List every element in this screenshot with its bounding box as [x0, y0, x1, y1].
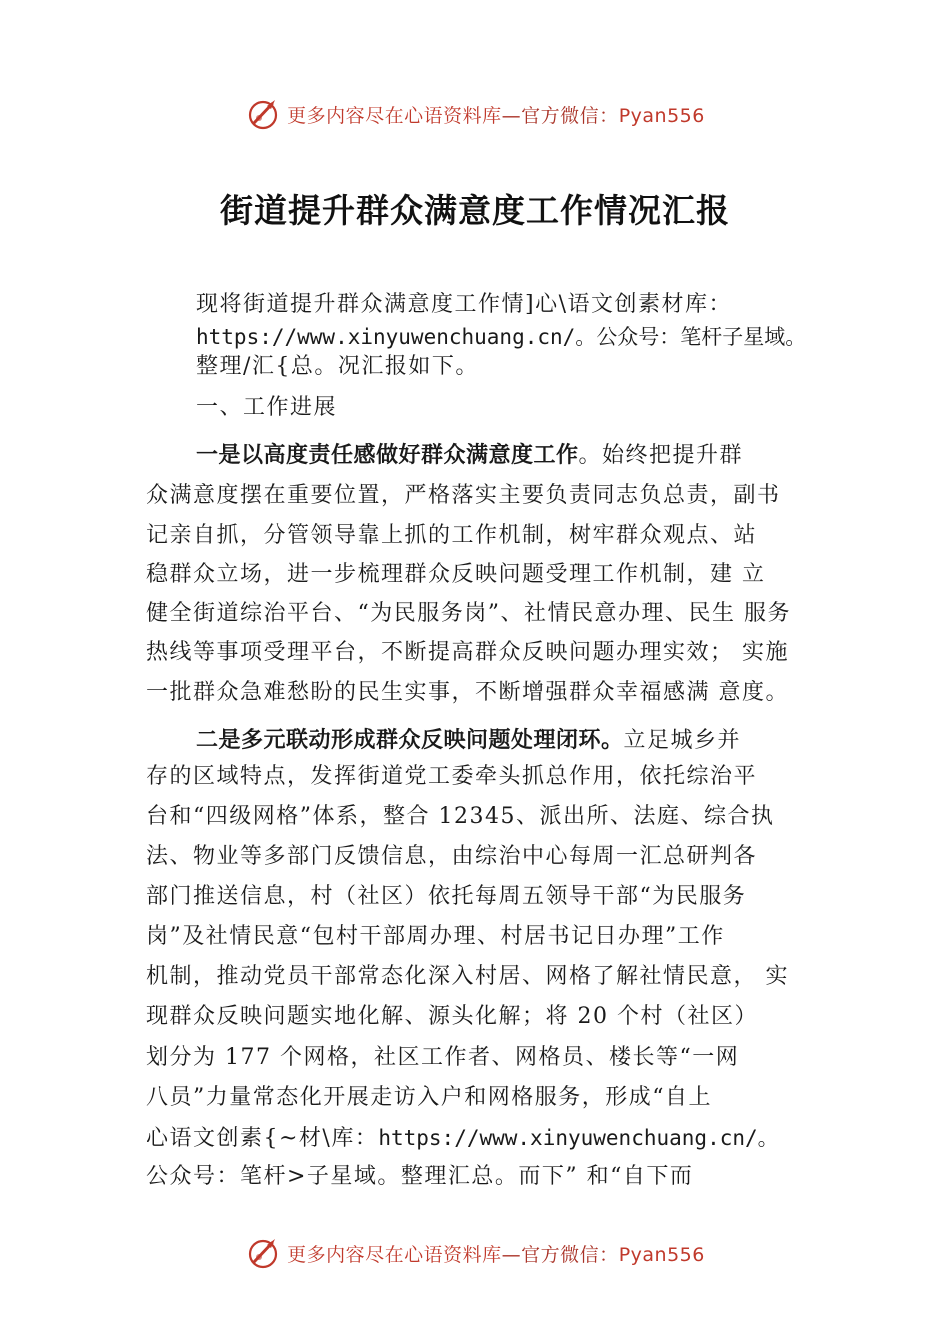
banner-wechat-id: Pyan556 — [618, 104, 705, 127]
paragraph2-lead: 二是多元联动形成群众反映问题处理闭环。 — [196, 728, 624, 753]
brush-logo-icon — [245, 96, 281, 132]
watermark-url: https://www.xinyuwenchuang.cn/。 — [378, 1126, 779, 1150]
paragraph2-watermark-line — [146, 1123, 779, 1154]
banner-wechat-id: Pyan556 — [618, 1243, 705, 1266]
paragraph1-line: 记亲自抓，分管领导靠上抓的工作机制，树牢群众观点、站 — [146, 523, 758, 548]
footer-banner — [0, 1233, 950, 1273]
banner-text: 更多内容尽在心语资料库 — [287, 104, 502, 127]
banner-separator: —官方微信： — [501, 104, 619, 127]
paragraph2-line: 现群众反映问题实地化解、源头化解；将 20 个村（社区） — [146, 1004, 758, 1029]
paragraph2-line: 机制，推动党员干部常态化深入村居、网格了解社情民意， 实 — [146, 964, 789, 989]
paragraph1-line: 健全街道综治平台、“为民服务岗”、社情民意办理、民生 服务 — [146, 601, 791, 626]
paragraph2-line: 台和“四级网格”体系，整合 12345、派出所、法庭、综合执 — [146, 804, 775, 829]
header-banner — [0, 94, 950, 134]
paragraph2-first-line — [196, 726, 741, 756]
paragraph2-line: 存的区域特点，发挥街道党工委牵头抓总作用，依托综治平 — [146, 764, 758, 789]
paragraph2-line: 八员”力量常态化开展走访入户和网格服务，形成“自上 — [146, 1085, 712, 1110]
intro-line-1: 现将街道提升群众满意度工作情]心\语文创素材库： — [196, 292, 732, 317]
brush-logo-icon — [245, 1235, 281, 1271]
banner-separator: —官方微信： — [501, 1243, 619, 1266]
watermark-prefix: 心语文创素{~材\库： — [146, 1126, 379, 1151]
paragraph2-lead-tail: 立足城乡并 — [623, 728, 742, 753]
paragraph2-line: 部门推送信息，村（社区）依托每周五领导干部“为民服务 — [146, 884, 747, 909]
paragraph1-line: 一批群众急难愁盼的民生实事，不断增强群众幸福感满 意度。 — [146, 680, 789, 705]
paragraph1-lead: 一是以高度责任感做好群众满意度工作 — [196, 443, 579, 468]
banner-text: 更多内容尽在心语资料库 — [287, 1243, 502, 1266]
paragraph1-line: 众满意度摆在重要位置，严格落实主要负责同志负总责，副书 — [146, 483, 781, 508]
intro-line-3: 整理/汇{总。况汇报如下。 — [196, 354, 479, 379]
paragraph1-first-line — [196, 441, 743, 471]
section-heading: 一、工作进展 — [196, 395, 338, 420]
document-title: 街道提升群众满意度工作情况汇报 — [220, 191, 730, 230]
paragraph2-line: 岗”及社情民意“包村干部周办理、村居书记日办理”工作 — [146, 924, 725, 949]
paragraph2-last-line: 公众号：笔杆>子星域。整理汇总。而下” 和“自下而 — [146, 1164, 694, 1189]
paragraph1-line: 稳群众立场，进一步梳理群众反映问题受理工作机制，建 立 — [146, 562, 766, 587]
paragraph1-lead-tail: 。始终把提升群 — [578, 443, 744, 468]
paragraph2-line: 划分为 177 个网格，社区工作者、网格员、楼长等“一网 — [146, 1045, 740, 1070]
intro-line-2: https://www.xinyuwenchuang.cn/。公众号：笔杆子星域。 — [196, 325, 807, 349]
paragraph1-line: 热线等事项受理平台，不断提高群众反映问题办理实效； 实施 — [146, 640, 789, 665]
paragraph2-line: 法、物业等多部门反馈信息，由综治中心每周一汇总研判各 — [146, 844, 758, 869]
